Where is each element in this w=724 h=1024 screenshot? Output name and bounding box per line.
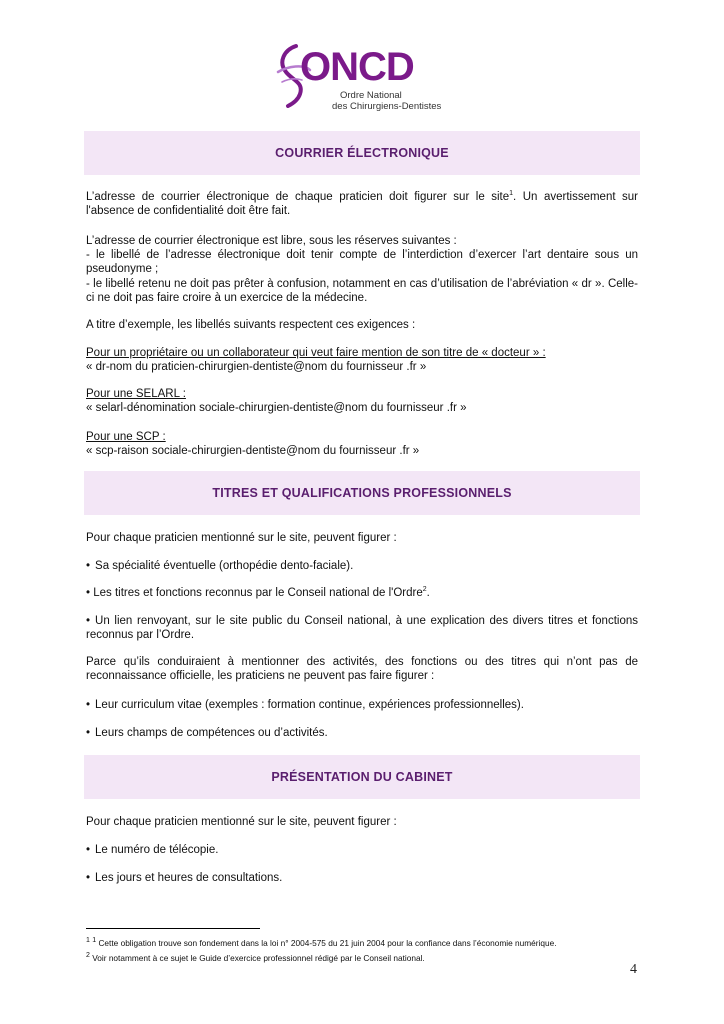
cabinet-intro: Pour chaque praticien mentionné sur le site, peuvent figurer :	[86, 816, 397, 828]
titres-bullet-4: • Leur curriculum vitae (exemples : formation continue, expériences professionnelles).	[86, 698, 638, 712]
example-3-label: Pour une SCP :	[86, 431, 166, 443]
courrier-p2-line-2: - le libellé de l’adresse électronique doit tenir compte de l’interdiction d’exercer l’art dentaire sous un pseudonyme ;	[86, 249, 638, 276]
cabinet-bullet-1: • Le numéro de télécopie.	[86, 843, 638, 857]
titres-bullet-2: • Les titres et fonctions reconnus par le Conseil national de l'Ordre$^2$.	[86, 586, 430, 599]
page-number: 4	[630, 962, 637, 977]
titres-bullet-2-text: Les titres et fonctions reconnus par le Conseil national de l'Ordre	[93, 587, 423, 599]
footnote-1: $^1$ $^1$ Cette obligation trouve son fondement dans la loi n° 2004-575 du 21 juin 2004 pour la confiance dans l’économie numérique.	[86, 937, 557, 948]
logo-subtitle-line2: des Chirurgiens-Dentistes	[332, 101, 442, 112]
titres-bullet-5: • Leurs champs de compétences ou d’activités.	[86, 726, 638, 740]
footnote-1-text: Cette obligation trouve son fondement dans la loi n° 2004-575 du 21 juin 2004 pour la confiance dans l’économie numérique.	[98, 937, 557, 948]
courrier-paragraph-3: A titre d’exemple, les libellés suivants respectent ces exigences :	[86, 319, 416, 331]
footnote-2-mark: 2	[86, 952, 90, 959]
titres-bullet-3: • Un lien renvoyant, sur le site public du Conseil national, à une explication des divers titres et fonctions reconnus par l’Ordre.	[86, 614, 638, 642]
courrier-p1-text-a: L’adresse de courrier électronique de chaque praticien doit figurer sur le site	[86, 191, 510, 203]
courrier-example-3	[86, 430, 638, 458]
titres-intro: Pour chaque praticien mentionné sur le site, peuvent figurer :	[86, 532, 397, 544]
oncd-logo	[274, 42, 442, 120]
example-2-value: « selarl-dénomination sociale-chirurgien-dentiste@nom du fournisseur .fr »	[86, 402, 467, 415]
courrier-example-1	[86, 346, 638, 374]
section-title-titres: TITRES ET QUALIFICATIONS PROFESSIONNELS	[84, 471, 640, 515]
example-3-value: « scp-raison sociale-chirurgien-dentiste@nom du fournisseur .fr »	[86, 445, 420, 458]
section-title-courrier: COURRIER ÉLECTRONIQUE	[84, 131, 640, 175]
titres-bullet-1: • Sa spécialité éventuelle (orthopédie dento-faciale).	[86, 559, 638, 573]
example-1-value: « dr-nom du praticien-chirurgien-dentiste@nom du fournisseur .fr »	[86, 361, 427, 374]
titres-paragraph-negative: Parce qu’ils conduiraient à mentionner des activités, des fonctions ou des titres qui n’ont pas de reconnaissance officielle, les praticiens ne peuvent pas faire figurer :	[86, 656, 638, 683]
footnote-2	[86, 951, 646, 963]
logo-subtitle	[332, 90, 442, 112]
footnote-1-mark: 1	[86, 937, 90, 944]
logo-subtitle-line1: Ordre National	[340, 90, 402, 101]
courrier-paragraph-2	[86, 234, 638, 305]
courrier-example-2	[86, 387, 638, 415]
footnote-divider	[86, 928, 260, 929]
courrier-p2-line-1: L’adresse de courrier électronique est libre, sous les réserves suivantes :	[86, 235, 457, 247]
section-title-cabinet: PRÉSENTATION DU CABINET	[84, 755, 640, 799]
courrier-p1-text-b: . Un avertissement sur l'absence de confidentialité doit être fait.	[86, 191, 639, 218]
courrier-p2-line-3: - le libellé retenu ne doit pas prêter à confusion, notamment en cas d’utilisation de l’abréviation « dr ». Celle-ci ne doit pas faire croire à un exercice de la médecine.	[86, 277, 638, 304]
example-1-label: Pour un propriétaire ou un collaborateur qui veut faire mention de son titre de « docteur » :	[86, 347, 546, 359]
footnote-2-text: Voir notamment à ce sujet le Guide d’exercice professionnel rédigé par le Conseil national.	[92, 952, 425, 963]
example-2-label: Pour une SELARL :	[86, 388, 186, 400]
logo-wordmark: ONCD	[300, 45, 414, 89]
footnote-ref-2: 2	[422, 586, 427, 594]
courrier-paragraph-1	[86, 190, 638, 218]
cabinet-bullet-2: • Les jours et heures de consultations.	[86, 871, 638, 885]
footnote-ref-1: 1	[509, 190, 514, 198]
